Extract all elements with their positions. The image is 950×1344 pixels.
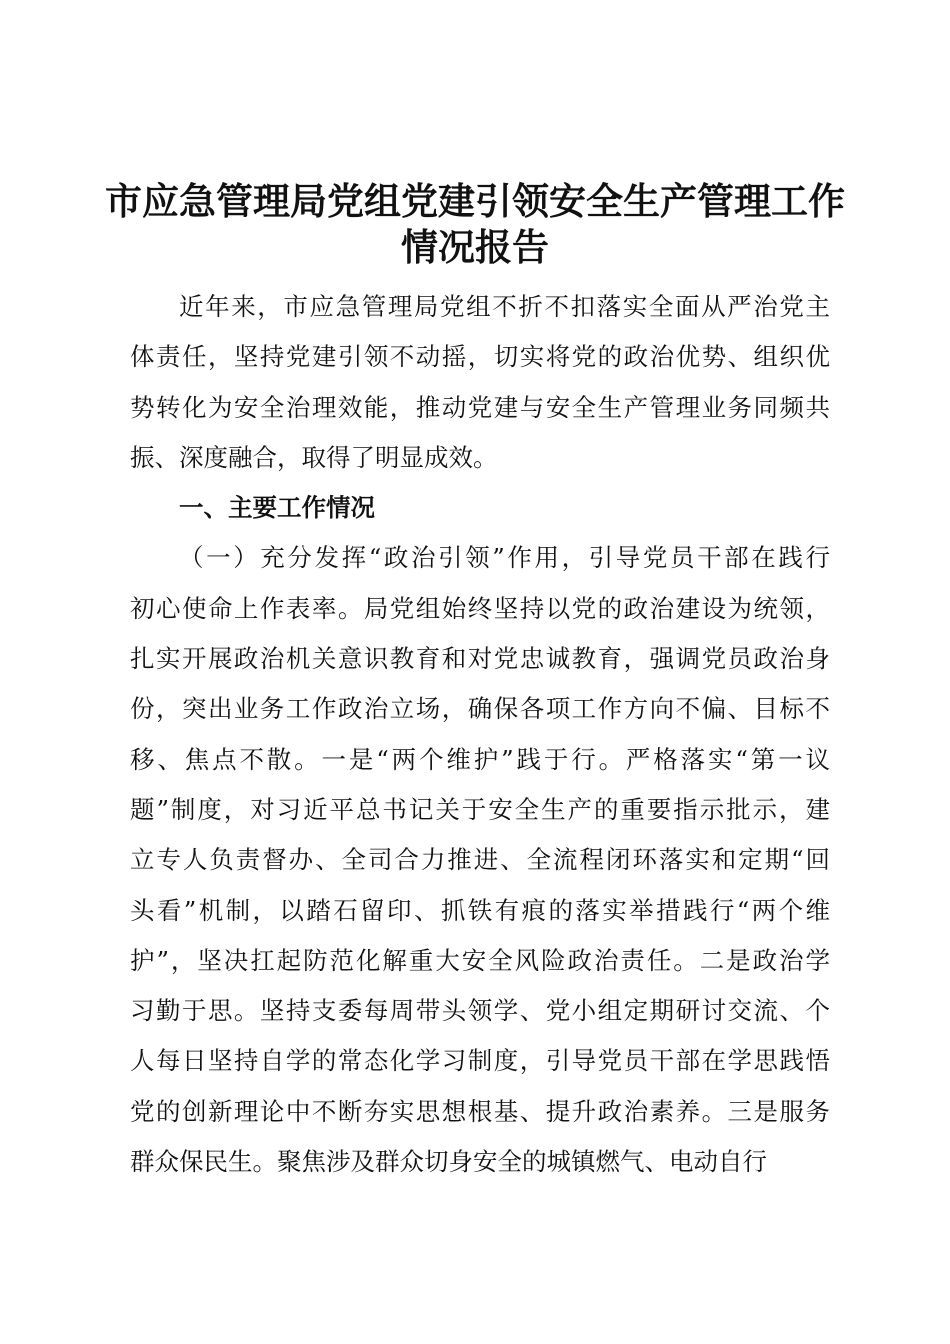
document-body [130,287,830,1192]
intro-line-2: 体责任，坚持党建引领不动摇，切实将党的政治优势、组织优 [130,342,830,372]
section-heading-1: 一、主要工作情况 [179,493,375,523]
section1-line-1: （一）充分发挥“政治引领”作用，引导党员干部在践行 [179,543,830,573]
section1-line-4: 份，突出业务工作政治立场，确保各项工作方向不偏、目标不 [130,694,830,724]
section1-line-9: 护”，坚决扛起防范化解重大安全风险政治责任。二是政治学 [130,945,830,975]
document-title-line-2: 情况报告 [401,226,549,269]
section1-line-7: 立专人负责督办、全司合力推进、全流程闭环落实和定期“回 [130,845,830,875]
section1-line-10: 习勤于思。坚持支委每周带头领学、党小组定期研讨交流、个 [130,996,830,1026]
document-title-line-1: 市应急管理局党组党建引领安全生产管理工作 [105,180,845,223]
intro-line-3: 势转化为安全治理效能，推动党建与安全生产管理业务同频共 [130,392,830,422]
section1-line-2: 初心使命上作表率。局党组始终坚持以党的政治建设为统领， [130,593,830,623]
section1-line-13: 群众保民生。聚焦涉及群众切身安全的城镇燃气、电动自行 [130,1147,767,1177]
intro-line-4: 振、深度融合，取得了明显成效。 [130,442,498,472]
intro-line-1: 近年来，市应急管理局党组不折不扣落实全面从严治党主 [179,292,830,321]
section1-line-5: 移、焦点不散。一是“两个维护”践于行。严格落实“第一议 [130,744,830,774]
section1-line-12: 党的创新理论中不断夯实思想根基、提升政治素养。三是服务 [130,1096,830,1126]
section1-line-11: 人每日坚持自学的常态化学习制度，引导党员干部在学思践悟 [130,1046,830,1076]
section1-line-8: 头看”机制，以踏石留印、抓铁有痕的落实举措践行“两个维 [130,895,830,925]
section1-line-3: 扎实开展政治机关意识教育和对党忠诚教育，强调党员政治身 [130,644,830,674]
section1-line-6: 题”制度，对习近平总书记关于安全生产的重要指示批示，建 [130,794,830,824]
